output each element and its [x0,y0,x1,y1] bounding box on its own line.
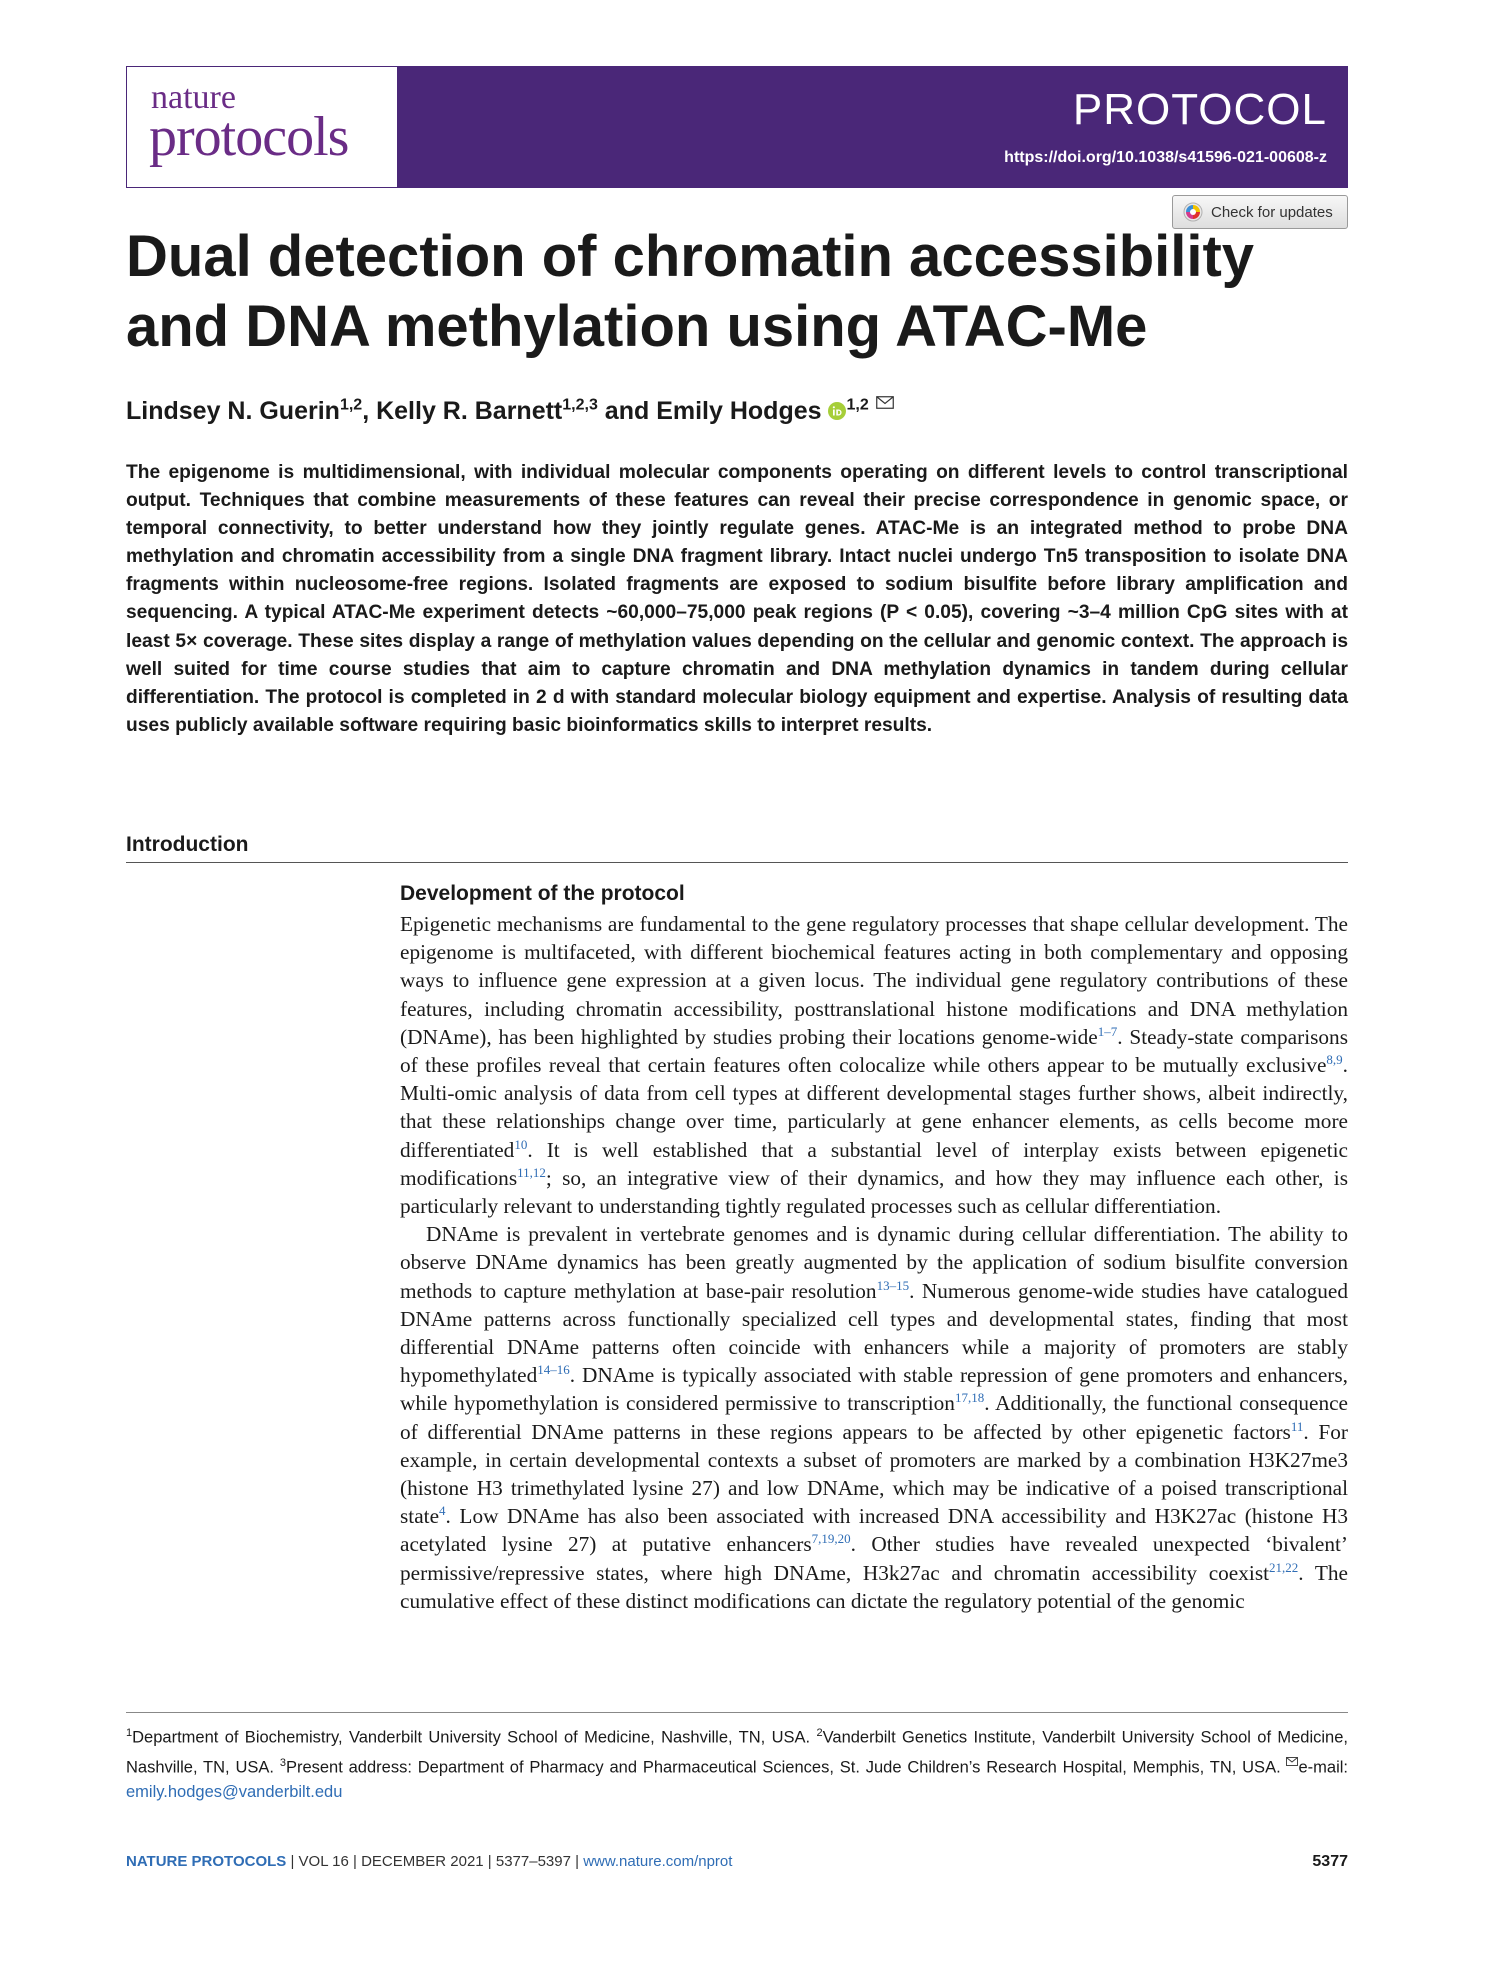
email-icon[interactable] [876,396,894,409]
footer-separator: | [570,1853,584,1870]
paragraph-text: . Numerous genome-wide studies have catalogued DNAme patterns across functionally specialized cell types and developmental states, finding that most differential DNAme patterns often coincide with enhancers while a majority of promoters are stably hypomethylated [400,1278,1348,1388]
author-name[interactable]: Kelly R. Barnett [376,397,563,425]
author-affiliation: 1,2,3 [562,396,598,414]
citation-ref[interactable]: 14–16 [537,1362,570,1378]
check-updates-label: Check for updates [1211,203,1333,221]
citation-ref[interactable]: 7,19,20 [811,1531,851,1547]
paragraph-text: . DNAme is typically associated with stable repression of gene promoters and enhancers, while hypomethylation is considered permissive to transcription [400,1363,1348,1416]
paragraph [400,1220,1348,1615]
citation-ref[interactable]: 21,22 [1269,1559,1299,1575]
footer-separator: | [286,1853,299,1870]
footer-website-link[interactable]: www.nature.com/nprot [583,1853,733,1870]
affiliation-marker: 3 [279,1756,286,1769]
subsection-heading: Development of the protocol [400,882,685,905]
paragraph-text: . Low DNAme has also been associated with increased DNA accessibility and H3K27ac (histone H3 acetylated lysine 27) at putative enhancers [400,1504,1348,1557]
email-link[interactable]: emily.hodges@vanderbilt.edu [126,1783,343,1801]
email-label: e-mail: [1298,1758,1348,1776]
citation-ref[interactable]: 4 [439,1503,446,1519]
paragraph-text: . Additionally, the functional consequence of differential DNAme patterns in these regions appears to be affected by other epigenetic factors [400,1391,1348,1444]
body-text [400,910,1348,1615]
page-footer [126,1853,1348,1870]
footer-pages: 5377–5397 [495,1853,571,1870]
doi-link[interactable]: https://doi.org/10.1038/s41596-021-00608-z [1004,149,1327,166]
logo-nature-text: nature [151,79,236,116]
page-number: 5377 [1312,1853,1348,1870]
paragraph-text: DNAme is prevalent in vertebrate genomes and is dynamic during cellular differentiation. The ability to observe DNAme dynamics has been greatly augmented by the application of sodium bisulfite conversion methods to capture methylation at base-pair resolution [400,1222,1348,1303]
footnote-divider [126,1712,1348,1713]
paragraph-text: . For example, in certain developmental contexts a subset of promoters are marked by a combination H3K27me3 (histone H3 trimethylated lysine 27) and low DNAme, which may be indicative of a poised transcriptional state [400,1419,1349,1529]
affiliation-text: Present address: Department of Pharmacy and Pharmaceutical Sciences, St. Jude Children’s Research Hospital, Memphis, TN, USA. [285,1758,1287,1776]
citation-ref[interactable]: 11 [1290,1418,1304,1434]
paragraph-text: ; so, an integrative view of their dynamics, and how they may influence each other, is particularly relevant to understanding tightly regulated processes such as cellular differentiation. [400,1165,1348,1219]
citation-ref[interactable]: 13–15 [876,1277,910,1293]
article-type-label: PROTOCOL [1072,85,1327,134]
abstract: The epigenome is multidimensional, with individual molecular components operating on different levels to control transcriptional output. Techniques that combine measurements of these features can reveal their precise correspondence in genomic space, or temporal connectivity, to better understand how they jointly regulate genes. ATAC-Me is an integrated method to probe DNA methylation and chromatin accessibility from a single DNA fragment library. Intact nuclei undergo Tn5 transposition to isolate DNA fragments within nucleosome-free regions. Isolated fragments are exposed to sodium bisulfite before library amplification and sequencing. A typical ATAC-Me experiment detects ~60,000–75,000 peak regions (P < 0.05), covering ~3–4 million CpG sites with at least 5× coverage. These sites display a range of methylation values depending on the cellular and genomic context. The approach is well suited for time course studies that aim to capture chromatin and DNA methylation dynamics in tandem during cellular differentiation. The protocol is completed in 2 d with standard molecular biology equipment and expertise. Analysis of resulting data uses publicly available software requiring basic bioinformatics skills to interpret results. [126,462,1348,736]
journal-masthead [126,66,1348,188]
author-name[interactable]: Emily Hodges [656,397,822,425]
citation-ref[interactable]: 11,12 [517,1164,546,1180]
affiliation-text: Vanderbilt Genetics Institute, Vanderbilt University School of Medicine, Nashville, TN, USA. [126,1728,1348,1776]
citation-ref[interactable]: 1–7 [1097,1023,1118,1039]
citation-ref[interactable]: 17,18 [954,1390,985,1406]
orcid-icon[interactable] [828,402,846,420]
affiliation-marker: 2 [816,1727,823,1739]
author-affiliation: 1,2 [846,396,869,414]
citation-ref[interactable]: 10 [514,1136,528,1152]
author-name[interactable]: Lindsey N. Guerin [126,397,340,425]
author-list [126,396,894,426]
author-separator: , [362,397,377,425]
paragraph-text: Epigenetic mechanisms are fundamental to the gene regulatory processes that shape cellular development. The epigenome is multifaceted, with different biochemical features acting in both complementary and opposing ways to influence gene expression at a given locus. The individual gene regulatory contributions of these features, including chromatin accessibility, posttranslational histone modifications and DNA methylation (DNAme), has been highlighted by studies probing their locations genome-wide [400,912,1348,1049]
article-title: Dual detection of chromatin accessibility and DNA methylation using ATAC-Me [126,224,1255,359]
affiliation-marker: 1 [126,1727,133,1739]
footer-date: DECEMBER 2021 [361,1853,484,1870]
check-updates-icon [1183,202,1203,222]
affiliation-text: Department of Biochemistry, Vanderbilt University School of Medicine, Nashville, TN, USA. [132,1728,817,1747]
footer-separator: | [348,1853,362,1870]
affiliations-footnote [126,1721,1348,1805]
email-icon [1286,1757,1298,1766]
author-affiliation: 1,2 [339,396,363,414]
paragraph [400,910,1348,1220]
footer-separator: | [483,1853,496,1870]
logo-protocols-text: protocols [149,106,349,168]
paragraph-text: . Multi-omic analysis of data from cell types at different developmental stages further shows, albeit indirectly, that these relationships change over time, particularly at gene enhancer elements, as cells become more differentiated [400,1053,1348,1162]
section-heading-introduction: Introduction [126,833,1348,863]
author-separator: and [597,397,657,425]
paragraph-text: . Other studies have revealed unexpected ‘bivalent’ permissive/repressive states, where high DNAme, H3k27ac and chromatin accessibility coexist [400,1532,1348,1585]
journal-logo[interactable] [127,67,399,187]
footer-volume: VOL 16 [298,1853,349,1870]
citation-ref[interactable]: 8,9 [1326,1052,1343,1068]
footer-journal-name: NATURE PROTOCOLS [126,1853,287,1870]
paragraph-text: . It is well established that a substantial level of interplay exists between epigenetic modifications [400,1137,1348,1190]
paragraph-text: . The cumulative effect of these distinct modifications can dictate the regulatory potential of the genomic [400,1560,1348,1613]
paragraph-text: . Steady-state comparisons of these profiles reveal that certain features often colocalize while others appear to be mutually exclusive [400,1024,1348,1078]
